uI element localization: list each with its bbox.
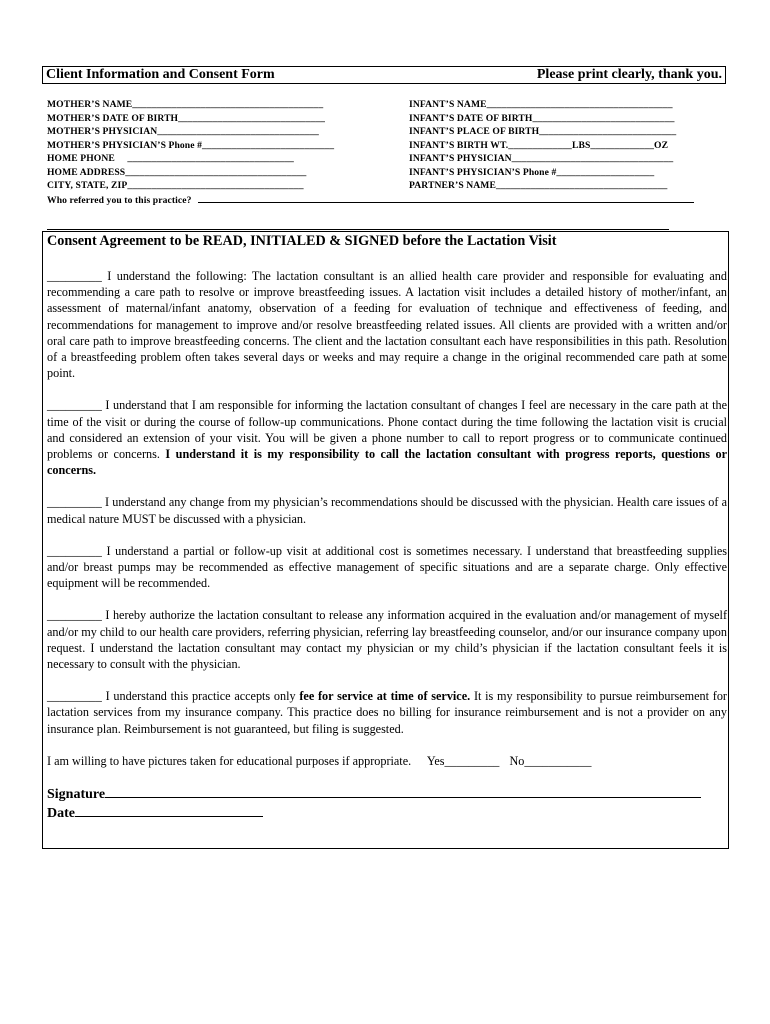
city-state-zip-field[interactable]: ____________________________________: [127, 180, 304, 191]
consent-paragraph: _________ I hereby authorize the lactation consultant to release any information acquired in the evaluation and/or management of myself and/or my child to our health care providers, referring physician, referring lay breastfeeding counselor, and/or our insurance company upon request. I understand the lactation consultant may contact my physician or my child’s physician if the lactation consultant feels it is necessary to consult with the physician.: [47, 608, 727, 672]
photo-yes-field[interactable]: Yes_________: [426, 753, 500, 768]
referral-label: Who referred you to this practice?: [47, 194, 192, 206]
photo-consent-line: [47, 753, 727, 769]
mother-physician-field[interactable]: _________________________________: [157, 126, 319, 137]
city-state-zip-label: CITY, STATE, ZIP: [47, 180, 128, 191]
infant-name-label: INFANT’S NAME: [409, 99, 487, 110]
signature-label: Signature: [47, 787, 106, 803]
home-phone-label: HOME PHONE: [47, 153, 115, 164]
initial-field[interactable]: _________: [47, 608, 102, 623]
print-clearly-note: Please print clearly, thank you.: [536, 67, 722, 82]
date-field[interactable]: [75, 807, 263, 817]
photo-consent-text: I am willing to have pictures taken for educational purposes if appropriate.: [47, 753, 412, 768]
field-row: [47, 152, 737, 166]
field-row: [47, 166, 737, 180]
mother-name-label: MOTHER’S NAME: [47, 99, 133, 110]
initial-field[interactable]: _________: [47, 689, 102, 704]
infant-birth-weight-field[interactable]: _____________LBS_____________OZ: [508, 139, 669, 151]
referral-field[interactable]: [198, 193, 694, 203]
infant-physician-label: INFANT’S PHYSICIAN: [409, 153, 512, 164]
consent-title: Consent Agreement to be READ, INITIALED & SIGNED before the Lactation Visit: [47, 233, 557, 249]
client-info-fields: [47, 98, 737, 207]
initial-field[interactable]: _________: [47, 269, 102, 283]
mother-physician-phone-field[interactable]: ___________________________: [201, 139, 335, 151]
consent-paragraph: _________ I understand this practice accepts only fee for service at time of service. It is my responsibility to pursue reimbursement for lactation services from my insurance company. This practice does no billing for insurance reimbursement and is not a provider on any insurance plan. Reimbursement is not guaranteed, but filing is suggested.: [47, 689, 727, 736]
infant-dob-field[interactable]: _____________________________: [532, 112, 675, 124]
initial-field[interactable]: _________: [47, 398, 102, 413]
partner-name-field[interactable]: ___________________________________: [495, 180, 668, 191]
divider: [47, 229, 669, 230]
field-row: [47, 98, 737, 112]
infant-physician-phone-label: INFANT’S PHYSICIAN’S Phone #: [409, 166, 557, 178]
mother-physician-label: MOTHER’S PHYSICIAN: [47, 126, 158, 137]
home-address-label: HOME ADDRESS: [47, 166, 126, 178]
form-header: [42, 66, 726, 84]
infant-birthplace-field[interactable]: ____________________________: [539, 126, 677, 137]
infant-name-field[interactable]: ______________________________________: [486, 99, 673, 110]
field-row: [47, 139, 737, 153]
field-row: [47, 125, 737, 139]
infant-dob-label: INFANT’S DATE OF BIRTH: [409, 112, 533, 124]
mother-name-field[interactable]: _______________________________________: [132, 99, 324, 110]
consent-paragraph: _________ I understand the following: The lactation consultant is an allied health care provider and responsible for evaluating and recommending a care path to resolve or improve breastfeeding issues. A lactation visit includes a detailed history of mother/infant, an assessment of maternal/infant anatomy, observation of a feeding for evaluation of technique and effectiveness of feeding, and recommendations for management to improve and/or resolve breastfeeding related issues. All clients are provided with a written and/or oral care path to improve breastfeeding concerns. The client and the lactation consultant each have responsibilities in this path. Resolution of a breastfeeding problem often takes several days or weeks and may require a change in the original recommended care path at some point.: [47, 269, 727, 381]
mother-dob-field[interactable]: ______________________________: [178, 112, 326, 124]
infant-physician-phone-field[interactable]: ____________________: [556, 166, 655, 178]
mother-dob-label: MOTHER’S DATE OF BIRTH: [47, 112, 179, 124]
consent-paragraph: _________ I understand a partial or follow-up visit at additional cost is sometimes necessary. I understand that breastfeeding supplies and/or breast pumps may be recommended as effective management of specific situations and are a separate charge. Only effective equipment will be recommended.: [47, 543, 727, 591]
form-title: Client Information and Consent Form: [46, 67, 275, 82]
referral-row: [47, 193, 737, 207]
consent-body: [47, 268, 727, 823]
home-phone-field[interactable]: __________________________________: [114, 153, 294, 164]
field-row: [47, 179, 737, 193]
date-label: Date: [47, 806, 75, 822]
infant-physician-field[interactable]: _________________________________: [511, 153, 674, 164]
initial-field[interactable]: _________: [47, 495, 102, 510]
mother-physician-phone-label: MOTHER’S PHYSICIAN’S Phone #: [47, 139, 202, 151]
signature-block: [47, 785, 727, 823]
field-row: [47, 112, 737, 126]
photo-no-field[interactable]: No___________: [509, 753, 592, 768]
home-address-field[interactable]: _____________________________________: [125, 166, 307, 178]
signature-field[interactable]: [105, 788, 701, 798]
consent-paragraph: _________ I understand any change from my physician’s recommendations should be discussed with the physician. Health care issues of a medical nature MUST be discussed with a physician.: [47, 495, 727, 526]
partner-name-label: PARTNER’S NAME: [409, 180, 496, 191]
infant-birth-weight-label: INFANT’S BIRTH WT.: [409, 139, 509, 151]
infant-birthplace-label: INFANT’S PLACE OF BIRTH: [409, 126, 540, 137]
initial-field[interactable]: _________: [47, 543, 102, 558]
consent-paragraph: _________ I understand that I am responsible for informing the lactation consultant of changes I feel are necessary in the care path at the time of the visit or during the course of follow-up communications. Phone contact during the time following the lactation visit is crucial and considered an extension of your visit. You will be given a phone number to call to report progress or to communicate continued problems or concerns. I understand it is my responsibility to call the lactation consultant with progress reports, questions or concerns.: [47, 398, 727, 478]
